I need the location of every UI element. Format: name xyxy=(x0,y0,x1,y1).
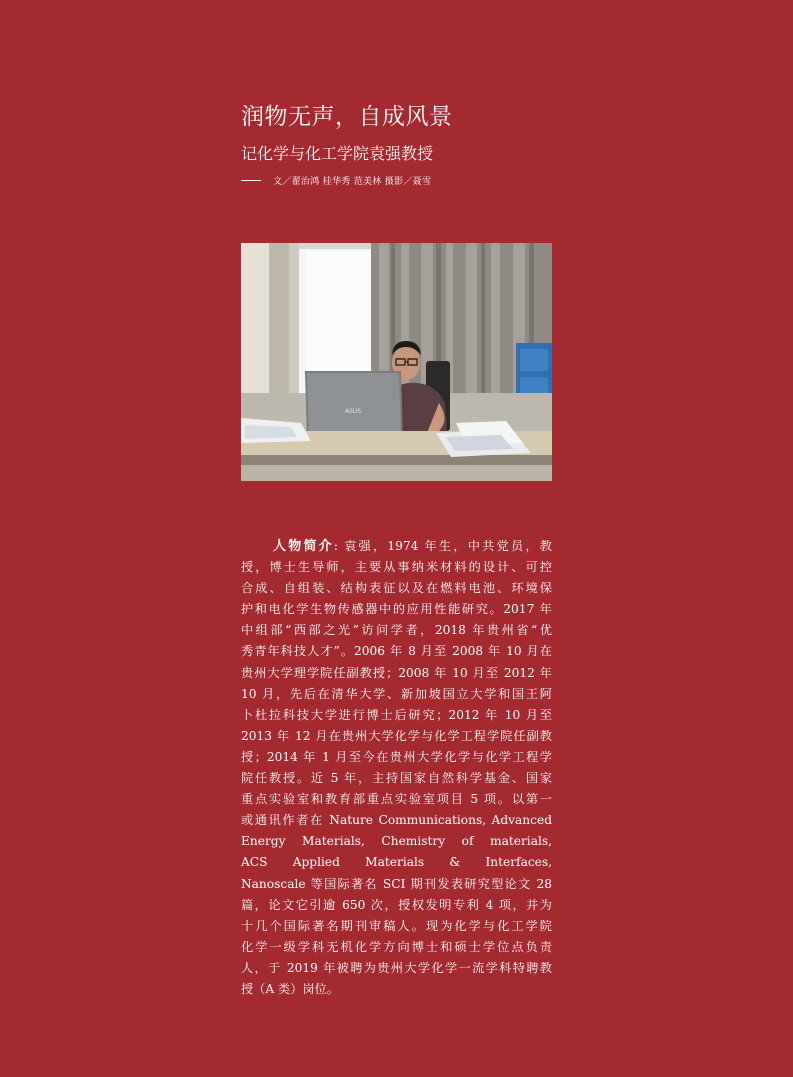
article-credits xyxy=(241,174,431,187)
article-subtitle: 记化学与化工学院袁强教授 xyxy=(241,144,434,163)
credits-dash xyxy=(241,180,261,181)
bio-line: 重点实验室和教育部重点实验室项目 5 项。以第一 xyxy=(241,792,552,807)
article-title: 润物无声，自成风景 xyxy=(241,104,453,130)
bio-label: 人物简介 xyxy=(273,539,334,554)
bio-line: Nanoscale 等国际著名 SCI 期刊发表研究型论文 28 xyxy=(241,876,552,891)
bio-line: 授（A 类）岗位。 xyxy=(241,981,339,996)
bio-line: 授，博士生导师，主要从事纳米材料的设计、可控 xyxy=(241,560,552,575)
bio-line: 秀青年科技人才”。2006 年 8 月至 2008 年 10 月在 xyxy=(241,644,552,659)
bio-line: 化学一级学科无机化学方向博士和硕士学位点负责 xyxy=(241,939,552,954)
bio-line: 卜杜拉科技大学进行博士后研究；2012 年 10 月至 xyxy=(241,707,552,722)
bio-line xyxy=(241,536,552,557)
bio-line-text: : 袁强，1974 年生，中共党员，教 xyxy=(333,539,552,553)
bio-line: 篇，论文它引逾 650 次，授权发明专利 4 项，并为 xyxy=(241,897,552,912)
bio-line: 合成、自组装、结构表征以及在燃料电池、环境保 xyxy=(241,581,552,596)
bio-line: 护和电化学生物传感器中的应用性能研究。2017 年 xyxy=(241,602,552,617)
bio-line: 2013 年 12 月在贵州大学化学与化学工程学院任副教 xyxy=(241,728,552,743)
bio-line: 授；2014 年 1 月至今在贵州大学化学与化学工程学 xyxy=(241,749,552,764)
credits-text: 文／翟治鸿 桂华秀 范美林 摄影／聂雪 xyxy=(273,177,432,187)
bio-paragraph xyxy=(241,536,552,1000)
portrait-photo xyxy=(241,243,552,481)
bio-line: 10 月，先后在清华大学、新加坡国立大学和国王阿 xyxy=(241,686,552,701)
photo-illustration xyxy=(241,243,552,481)
bio-line: 或通讯作者在 Nature Communications, Advanced xyxy=(241,813,552,828)
bio-line: 中组部“西部之光”访问学者，2018 年贵州省“优 xyxy=(241,623,552,638)
bio-line: ACS Applied Materials & Interfaces, xyxy=(241,855,552,870)
bio-line: Energy Materials, Chemistry of materials, xyxy=(241,834,552,849)
bio-line: 人，于 2019 年被聘为贵州大学化学一流学科特聘教 xyxy=(241,960,552,975)
bio-line: 贵州大学理学院任副教授；2008 年 10 月至 2012 年 xyxy=(241,665,552,680)
bio-line: 十几个国际著名期刊审稿人。现为化学与化工学院 xyxy=(241,918,552,933)
laptop-brand-text: ASUS xyxy=(344,408,362,415)
bio-line: 院任教授。近 5 年，主持国家自然科学基金、国家 xyxy=(241,771,552,786)
